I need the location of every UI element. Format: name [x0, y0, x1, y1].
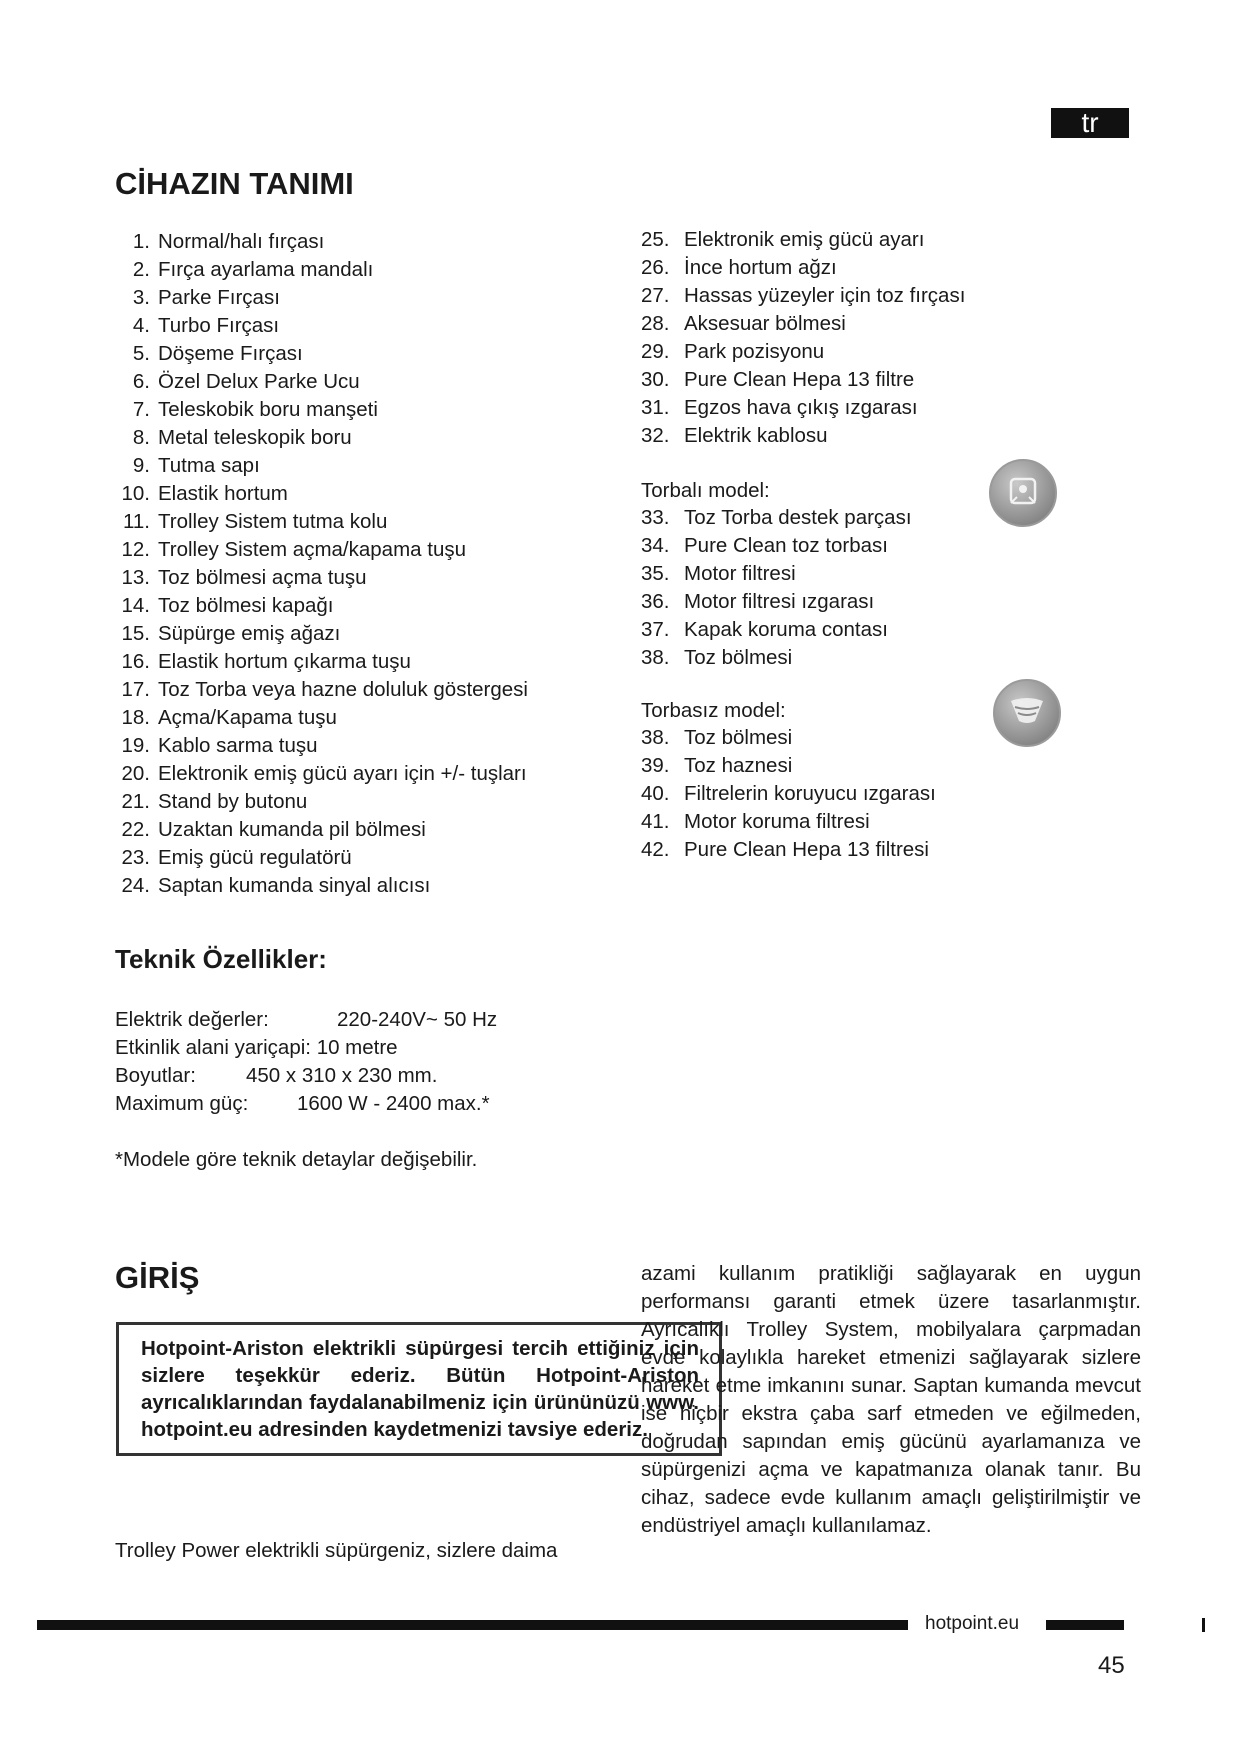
item-label: Uzaktan kumanda pil bölmesi	[158, 818, 426, 841]
item-number: 15.	[121, 622, 150, 645]
list-item	[104, 508, 528, 536]
list-item	[641, 752, 936, 780]
bagged-model-title: Torbalı model:	[641, 479, 770, 502]
parts-list-right	[641, 226, 965, 450]
item-number: 5.	[132, 342, 150, 365]
item-label: Toz haznesi	[684, 754, 793, 777]
item-number: 11.	[123, 510, 150, 533]
item-number: 17.	[121, 678, 150, 701]
item-number: 25.	[641, 228, 670, 251]
item-label: Metal teleskopik boru	[158, 426, 352, 449]
item-number: 20.	[121, 762, 150, 785]
item-number: 8.	[132, 426, 150, 449]
item-label: Park pozisyonu	[684, 340, 825, 363]
specs-title: Teknik Özellikler:	[115, 944, 327, 974]
item-number: 21.	[121, 790, 150, 813]
spec-row-power	[115, 1090, 490, 1118]
item-label: Toz bölmesi kapağı	[158, 594, 334, 617]
item-number: 23.	[121, 846, 150, 869]
item-label: Trolley Sistem açma/kapama tuşu	[158, 538, 466, 561]
bag-icon	[989, 459, 1057, 527]
list-item	[104, 368, 528, 396]
item-number: 7.	[132, 398, 150, 421]
spec-row-range	[115, 1034, 398, 1062]
item-number: 1.	[132, 230, 150, 253]
list-item	[104, 732, 528, 760]
item-number: 2.	[132, 258, 150, 281]
item-number: 27.	[641, 284, 670, 307]
item-label: Trolley Sistem tutma kolu	[158, 510, 388, 533]
spec-value: 1600 W - 2400 max.*	[297, 1092, 490, 1115]
spec-value: 10 metre	[316, 1036, 398, 1059]
list-item	[641, 836, 936, 864]
item-number: 12.	[121, 538, 150, 561]
item-label: Turbo Fırçası	[158, 314, 280, 337]
item-number: 37.	[641, 618, 670, 641]
list-item	[104, 480, 528, 508]
item-number: 38.	[641, 646, 670, 669]
item-label: Stand by butonu	[158, 790, 308, 813]
item-number: 14.	[121, 594, 150, 617]
item-number: 40.	[641, 782, 670, 805]
item-label: Süpürge emiş ağazı	[158, 622, 341, 645]
list-item	[641, 780, 936, 808]
language-badge: tr	[1051, 108, 1129, 138]
item-label: Özel Delux Parke Ucu	[158, 370, 360, 393]
list-item	[641, 808, 936, 836]
specs-note: *Modele göre teknik detaylar değişebilir.	[115, 1148, 478, 1171]
item-label: Tutma sapı	[158, 454, 260, 477]
item-label: Filtrelerin koruyucu ızgarası	[684, 782, 936, 805]
registration-notice-box: Hotpoint-Ariston elektrikli süpürgesi tercih ettiğiniz için sizlere teşekkür ederiz. Bütün Hotpoint-Ariston ayrıcalıklarından faydalanabilmeniz için ürününüzü www. hotpoint.eu adresinden kaydetmenizi tavsiye ederiz.	[116, 1322, 722, 1456]
page-number: 45	[1098, 1652, 1125, 1679]
item-label: Elastik hortum	[158, 482, 288, 505]
item-number: 36.	[641, 590, 670, 613]
list-item	[104, 844, 528, 872]
item-number: 30.	[641, 368, 670, 391]
list-item	[104, 760, 528, 788]
item-label: Pure Clean Hepa 13 filtresi	[684, 838, 929, 861]
item-label: Kapak koruma contası	[684, 618, 888, 641]
item-label: İnce hortum ağzı	[684, 256, 837, 279]
item-number: 38.	[641, 726, 670, 749]
spec-row-dimensions	[115, 1062, 438, 1090]
item-number: 26.	[641, 256, 670, 279]
intro-title: GİRİŞ	[115, 1260, 200, 1295]
list-item	[104, 648, 528, 676]
item-number: 22.	[121, 818, 150, 841]
item-number: 19.	[121, 734, 150, 757]
list-item	[641, 644, 912, 672]
spec-label: Maximum güç:	[115, 1092, 249, 1115]
item-label: Motor koruma filtresi	[684, 810, 870, 833]
footer-rule-right	[1046, 1620, 1124, 1630]
footer-url: hotpoint.eu	[925, 1613, 1020, 1634]
list-item	[104, 816, 528, 844]
item-number: 31.	[641, 396, 670, 419]
list-item	[641, 366, 965, 394]
item-label: Fırça ayarlama mandalı	[158, 258, 374, 281]
item-label: Toz Torba veya hazne doluluk göstergesi	[158, 678, 528, 701]
bag-icon-glyph	[991, 461, 1055, 525]
item-number: 24.	[121, 874, 150, 897]
list-item	[104, 536, 528, 564]
item-label: Elektronik emiş gücü ayarı	[684, 228, 925, 251]
list-item	[641, 532, 912, 560]
item-label: Teleskobik boru manşeti	[158, 398, 378, 421]
list-item	[104, 620, 528, 648]
spec-value: 220-240V~ 50 Hz	[337, 1008, 498, 1031]
item-label: Toz Torba destek parçası	[684, 506, 912, 529]
item-number: 3.	[132, 286, 150, 309]
list-item	[641, 254, 965, 282]
edge-mark	[1202, 1618, 1205, 1632]
item-label: Elektronik emiş gücü ayarı için +/- tuşları	[158, 762, 527, 785]
list-item	[641, 226, 965, 254]
list-item	[641, 422, 965, 450]
item-number: 32.	[641, 424, 670, 447]
list-item	[104, 256, 528, 284]
item-number: 13.	[121, 566, 150, 589]
bagless-parts-list	[641, 724, 936, 864]
cyclone-icon-glyph	[995, 681, 1059, 745]
list-item	[104, 872, 528, 900]
item-label: Elektrik kablosu	[684, 424, 828, 447]
list-item	[641, 616, 912, 644]
spec-label: Etkinlik alani yariçapi:	[115, 1036, 311, 1059]
item-number: 9.	[132, 454, 150, 477]
intro-text-right: azami kullanım pratikliği sağlayarak en uygun performansı garanti etmek üzere tasarlanmıştır. Ayrıcalıklı Trolley System, mobilyalara çarpmadan evde kolaylıkla hareket etmenizi sağlayarak sizlere hareket etme imkanını sunar. Saptan kumanda mevcut ise hiçbir ekstra çaba sarf etmeden ve eğilmeden, doğrudan sapından emiş gücünü ayarlamanıza ve süpürgenizi açma ve kapatmanıza olanak tanır. Bu cihaz, sadece evde kullanım amaçlı geliştirilmiştir ve endüstriyel amaçlı kullanılamaz.	[641, 1262, 1141, 1537]
item-label: Döşeme Fırçası	[158, 342, 303, 365]
item-label: Toz bölmesi	[684, 646, 793, 669]
item-label: Elastik hortum çıkarma tuşu	[158, 650, 411, 673]
parts-list-left	[104, 228, 528, 900]
list-item	[641, 338, 965, 366]
item-label: Emiş gücü regulatörü	[158, 846, 352, 869]
spec-value: 450 x 310 x 230 mm.	[246, 1064, 438, 1087]
item-number: 33.	[641, 506, 670, 529]
item-number: 16.	[121, 650, 150, 673]
item-number: 35.	[641, 562, 670, 585]
list-item	[641, 310, 965, 338]
list-item	[104, 396, 528, 424]
item-label: Pure Clean toz torbası	[684, 534, 888, 557]
list-item	[641, 504, 912, 532]
item-label: Saptan kumanda sinyal alıcısı	[158, 874, 431, 897]
list-item	[104, 284, 528, 312]
list-item	[104, 592, 528, 620]
item-label: Açma/Kapama tuşu	[158, 706, 337, 729]
item-number: 6.	[132, 370, 150, 393]
list-item	[104, 564, 528, 592]
item-label: Kablo sarma tuşu	[158, 734, 318, 757]
item-number: 10.	[121, 482, 150, 505]
item-label: Motor filtresi	[684, 562, 796, 585]
list-item	[104, 312, 528, 340]
item-label: Parke Fırçası	[158, 286, 280, 309]
item-number: 34.	[641, 534, 670, 557]
list-item	[104, 704, 528, 732]
list-item	[641, 588, 912, 616]
bagless-model-title: Torbasız model:	[641, 699, 786, 722]
cyclone-icon	[993, 679, 1061, 747]
item-label: Egzos hava çıkış ızgarası	[684, 396, 918, 419]
list-item	[104, 228, 528, 256]
list-item	[104, 788, 528, 816]
list-item	[641, 282, 965, 310]
item-label: Motor filtresi ızgarası	[684, 590, 875, 613]
list-item	[104, 452, 528, 480]
item-label: Hassas yüzeyler için toz fırçası	[684, 284, 966, 307]
list-item	[104, 676, 528, 704]
spec-row-electric	[115, 1006, 498, 1034]
list-item	[641, 724, 936, 752]
item-label: Normal/halı fırçası	[158, 230, 325, 253]
item-number: 18.	[121, 706, 150, 729]
item-label: Pure Clean Hepa 13 filtre	[684, 368, 915, 391]
list-item	[641, 394, 965, 422]
item-label: Toz bölmesi açma tuşu	[158, 566, 367, 589]
list-item	[104, 340, 528, 368]
device-description-title: CİHAZIN TANIMI	[115, 166, 354, 201]
item-label: Toz bölmesi	[684, 726, 793, 749]
item-number: 4.	[132, 314, 150, 337]
item-number: 39.	[641, 754, 670, 777]
list-item	[641, 560, 912, 588]
item-label: Aksesuar bölmesi	[684, 312, 846, 335]
bagged-parts-list	[641, 504, 912, 672]
item-number: 42.	[641, 838, 670, 861]
spec-label: Elektrik değerler:	[115, 1008, 269, 1031]
spec-label: Boyutlar:	[115, 1064, 196, 1087]
intro-text-left: Trolley Power elektrikli süpürgeniz, sizlere daima	[115, 1539, 558, 1562]
item-number: 29.	[641, 340, 670, 363]
list-item	[104, 424, 528, 452]
item-number: 28.	[641, 312, 670, 335]
footer-rule-left	[37, 1620, 908, 1630]
item-number: 41.	[641, 810, 670, 833]
